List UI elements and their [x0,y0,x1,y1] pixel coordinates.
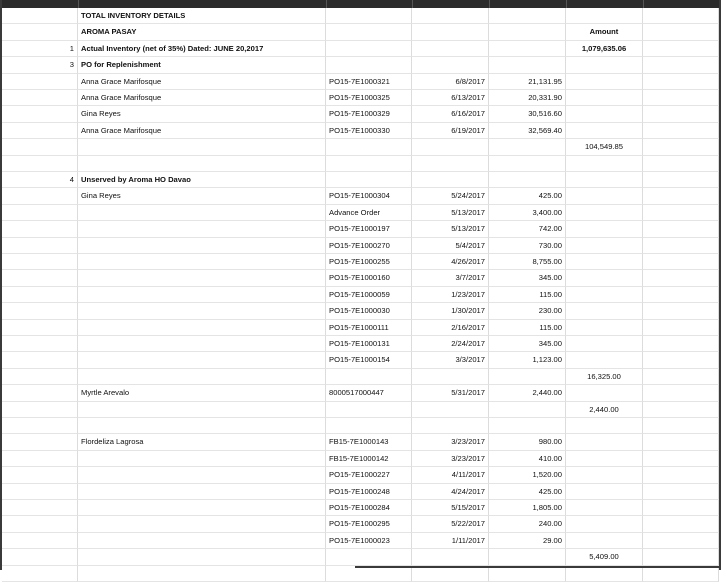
table-row [2,24,719,40]
cell-col-e[interactable]: 20,331.90 [489,90,566,106]
cell-col-g[interactable] [643,533,719,549]
cell-col-b[interactable] [78,549,326,565]
cell-col-d[interactable]: 1/11/2017 [412,533,489,549]
cell-col-d[interactable] [412,24,489,40]
cell-col-g[interactable] [643,352,719,368]
cell-col-a[interactable] [2,270,78,286]
column-separator [412,0,413,8]
cell-col-e[interactable]: 345.00 [489,270,566,286]
cell-col-f[interactable]: Amount [566,24,643,40]
cell-col-c[interactable]: PO15-7E1000325 [326,90,412,106]
cell-col-d[interactable]: 5/22/2017 [412,516,489,532]
cell-col-d[interactable]: 5/24/2017 [412,188,489,204]
column-separator [78,0,79,8]
cell-col-g[interactable] [643,303,719,319]
cell-col-g[interactable] [643,221,719,237]
cell-col-g[interactable] [643,467,719,483]
cell-col-c[interactable]: PO15-7E1000160 [326,270,412,286]
cell-col-d[interactable] [412,402,489,418]
cell-col-f[interactable] [566,156,643,172]
cell-col-b[interactable] [78,369,326,385]
cell-col-e[interactable] [489,57,566,73]
cell-col-b[interactable] [78,500,326,516]
cell-col-f[interactable] [566,533,643,549]
cell-col-d[interactable] [412,139,489,155]
cell-col-e[interactable] [489,139,566,155]
cell-col-c[interactable]: PO15-7E1000284 [326,500,412,516]
cell-col-f[interactable] [566,188,643,204]
cell-col-d[interactable] [412,41,489,57]
table-row [2,500,719,516]
cell-col-e[interactable] [489,24,566,40]
cell-col-d[interactable] [412,369,489,385]
cell-col-g[interactable] [643,205,719,221]
table-row [2,57,719,73]
cell-col-f[interactable] [566,106,643,122]
cell-col-c[interactable] [326,57,412,73]
table-row [2,221,719,237]
cell-col-a[interactable] [2,74,78,90]
cell-col-e[interactable] [489,549,566,565]
cell-col-e[interactable]: 730.00 [489,238,566,254]
cell-col-e[interactable] [489,8,566,24]
cell-col-b[interactable] [78,451,326,467]
cell-col-f[interactable] [566,74,643,90]
table-row [2,156,719,172]
cell-col-c[interactable]: PO15-7E1000023 [326,533,412,549]
cell-col-a[interactable] [2,90,78,106]
cell-col-d[interactable]: 6/19/2017 [412,123,489,139]
cell-col-b[interactable] [78,238,326,254]
cell-col-f[interactable] [566,500,643,516]
cell-col-a[interactable] [2,385,78,401]
cell-col-a[interactable] [2,221,78,237]
table-row [2,172,719,188]
cell-col-e[interactable]: 3,400.00 [489,205,566,221]
cell-col-d[interactable]: 5/31/2017 [412,385,489,401]
table-row [2,106,719,122]
cell-col-c[interactable] [326,549,412,565]
cell-col-f[interactable] [566,336,643,352]
table-row [2,402,719,418]
cell-col-b[interactable]: Flordeliza Lagrosa [78,434,326,450]
table-row [2,352,719,368]
cell-col-a[interactable] [2,287,78,303]
cell-col-e[interactable]: 980.00 [489,434,566,450]
cell-col-d[interactable]: 5/15/2017 [412,500,489,516]
cell-col-b[interactable]: Myrtle Arevalo [78,385,326,401]
cell-col-g[interactable] [643,270,719,286]
cell-col-g[interactable] [643,402,719,418]
cell-col-c[interactable]: PO15-7E1000248 [326,484,412,500]
cell-col-g[interactable] [643,106,719,122]
cell-col-f[interactable]: 104,549.85 [566,139,643,155]
cell-col-e[interactable]: 240.00 [489,516,566,532]
table-row [2,287,719,303]
table-row [2,139,719,155]
cell-col-e[interactable]: 345.00 [489,336,566,352]
cell-col-a[interactable]: 3 [2,57,78,73]
cell-col-f[interactable] [566,467,643,483]
cell-col-b[interactable] [78,303,326,319]
table-row [2,369,719,385]
cell-col-a[interactable] [2,402,78,418]
cell-col-g[interactable] [643,238,719,254]
cell-col-g[interactable] [643,287,719,303]
cell-col-e[interactable]: 425.00 [489,484,566,500]
cell-col-b[interactable] [78,533,326,549]
cell-col-b[interactable] [78,205,326,221]
cell-col-a[interactable] [2,451,78,467]
cell-col-a[interactable] [2,139,78,155]
cell-col-e[interactable]: 8,755.00 [489,254,566,270]
cell-col-e[interactable]: 1,123.00 [489,352,566,368]
cell-col-a[interactable] [2,24,78,40]
cell-col-a[interactable] [2,500,78,516]
cell-col-c[interactable]: 8000517000447 [326,385,412,401]
cell-col-g[interactable] [643,172,719,188]
cell-col-d[interactable]: 3/23/2017 [412,434,489,450]
cell-col-d[interactable]: 3/23/2017 [412,451,489,467]
cell-col-b[interactable]: Anna Grace Marifosque [78,90,326,106]
cell-col-a[interactable]: 1 [2,41,78,57]
cell-col-e[interactable]: 1,520.00 [489,467,566,483]
cell-col-e[interactable]: 410.00 [489,451,566,467]
cell-col-g[interactable] [643,41,719,57]
cell-col-b[interactable] [78,320,326,336]
cell-col-b[interactable] [78,156,326,172]
cell-col-d[interactable]: 6/13/2017 [412,90,489,106]
cell-col-c[interactable] [326,156,412,172]
cell-col-c[interactable]: PO15-7E1000329 [326,106,412,122]
cell-col-c[interactable] [326,566,412,582]
cell-col-b[interactable]: AROMA PASAY [78,24,326,40]
cell-col-a[interactable] [2,434,78,450]
cell-col-c[interactable] [326,369,412,385]
cell-col-g[interactable] [643,188,719,204]
cell-col-d[interactable]: 3/7/2017 [412,270,489,286]
table-row [2,254,719,270]
cell-col-g[interactable] [643,549,719,565]
table-row [2,533,719,549]
cell-col-d[interactable] [412,8,489,24]
cell-col-a[interactable] [2,418,78,434]
cell-col-g[interactable] [643,484,719,500]
cell-col-a[interactable] [2,188,78,204]
cell-col-d[interactable]: 4/11/2017 [412,467,489,483]
cell-col-e[interactable]: 29.00 [489,533,566,549]
cell-col-f[interactable] [566,434,643,450]
cell-col-b[interactable]: Anna Grace Marifosque [78,74,326,90]
cell-col-g[interactable] [643,385,719,401]
cell-col-b[interactable] [78,418,326,434]
cell-col-e[interactable]: 30,516.60 [489,106,566,122]
cell-col-b[interactable] [78,467,326,483]
cell-col-b[interactable] [78,484,326,500]
table-row [2,516,719,532]
cell-col-g[interactable] [643,123,719,139]
cell-col-c[interactable] [326,8,412,24]
cell-col-d[interactable] [412,172,489,188]
cell-col-e[interactable]: 230.00 [489,303,566,319]
cell-col-c[interactable]: PO15-7E1000227 [326,467,412,483]
cell-col-a[interactable] [2,238,78,254]
cell-col-e[interactable] [489,172,566,188]
table-row [2,205,719,221]
table-row [2,385,719,401]
cell-col-c[interactable]: PO15-7E1000330 [326,123,412,139]
cell-col-e[interactable]: 32,569.40 [489,123,566,139]
cell-col-c[interactable]: PO15-7E1000059 [326,287,412,303]
cell-col-g[interactable] [643,139,719,155]
cell-col-a[interactable] [2,8,78,24]
cell-col-b[interactable] [78,287,326,303]
table-row [2,484,719,500]
cell-col-g[interactable] [643,336,719,352]
cell-col-d[interactable] [412,549,489,565]
cell-col-a[interactable]: 4 [2,172,78,188]
table-row [2,188,719,204]
cell-col-c[interactable]: PO15-7E1000304 [326,188,412,204]
cell-col-g[interactable] [643,418,719,434]
cell-col-d[interactable]: 1/23/2017 [412,287,489,303]
cell-col-c[interactable] [326,418,412,434]
cell-col-d[interactable]: 4/26/2017 [412,254,489,270]
cell-col-d[interactable] [412,566,489,582]
table-row [2,566,719,582]
cell-col-a[interactable] [2,369,78,385]
cell-col-b[interactable]: TOTAL INVENTORY DETAILS [78,8,326,24]
cell-col-d[interactable]: 5/13/2017 [412,205,489,221]
cell-col-c[interactable] [326,24,412,40]
table-row [2,74,719,90]
column-separator [326,0,327,8]
cell-col-e[interactable] [489,369,566,385]
cell-col-b[interactable] [78,516,326,532]
cell-col-a[interactable] [2,566,78,582]
cell-col-f[interactable]: 2,440.00 [566,402,643,418]
cell-col-c[interactable]: PO15-7E1000270 [326,238,412,254]
cell-col-c[interactable]: FB15-7E1000143 [326,434,412,450]
cell-col-c[interactable] [326,41,412,57]
table-row [2,303,719,319]
cell-col-f[interactable]: 16,325.00 [566,369,643,385]
cell-col-e[interactable] [489,156,566,172]
table-row [2,434,719,450]
cell-col-b[interactable] [78,221,326,237]
cell-col-g[interactable] [643,500,719,516]
cell-col-d[interactable]: 2/24/2017 [412,336,489,352]
cell-col-f[interactable] [566,90,643,106]
column-separator [489,0,490,8]
cell-col-a[interactable] [2,156,78,172]
cell-col-f[interactable] [566,205,643,221]
table-row [2,320,719,336]
cell-col-e[interactable] [489,402,566,418]
cell-col-b[interactable] [78,139,326,155]
cell-col-g[interactable] [643,369,719,385]
cell-col-a[interactable] [2,320,78,336]
cell-col-a[interactable] [2,106,78,122]
cell-col-f[interactable] [566,320,643,336]
cell-col-d[interactable]: 3/3/2017 [412,352,489,368]
cell-col-g[interactable] [643,8,719,24]
cell-col-d[interactable] [412,57,489,73]
cell-col-f[interactable] [566,123,643,139]
cell-col-f[interactable] [566,516,643,532]
cell-col-e[interactable]: 425.00 [489,188,566,204]
cell-col-d[interactable] [412,418,489,434]
cell-col-d[interactable] [412,156,489,172]
cell-col-b[interactable]: Anna Grace Marifosque [78,123,326,139]
cell-col-g[interactable] [643,24,719,40]
cell-col-g[interactable] [643,74,719,90]
cell-col-a[interactable] [2,533,78,549]
table-row [2,41,719,57]
cell-col-f[interactable] [566,221,643,237]
cell-col-f[interactable] [566,484,643,500]
cell-col-c[interactable] [326,172,412,188]
cell-col-b[interactable]: Unserved by Aroma HO Davao [78,172,326,188]
cell-col-g[interactable] [643,451,719,467]
cell-col-b[interactable]: Actual Inventory (net of 35%) Dated: JUNE 20,2017 [78,41,326,57]
cell-col-f[interactable]: 1,079,635.06 [566,41,643,57]
cell-col-f[interactable] [566,352,643,368]
cell-col-e[interactable]: 1,805.00 [489,500,566,516]
cell-col-f[interactable] [566,8,643,24]
column-header-bar [0,0,721,8]
cell-col-a[interactable] [2,303,78,319]
cell-col-g[interactable] [643,156,719,172]
cell-col-b[interactable] [78,270,326,286]
cell-col-b[interactable] [78,402,326,418]
table-row [2,467,719,483]
cell-col-b[interactable]: PO for Replenishment [78,57,326,73]
table-row [2,8,719,24]
cell-col-c[interactable] [326,139,412,155]
cell-col-e[interactable] [489,41,566,57]
cell-col-d[interactable]: 6/16/2017 [412,106,489,122]
cell-col-b[interactable] [78,254,326,270]
table-row [2,238,719,254]
cell-col-c[interactable]: PO15-7E1000154 [326,352,412,368]
table-row [2,270,719,286]
cell-col-f[interactable]: 5,409.00 [566,549,643,565]
cell-col-g[interactable] [643,320,719,336]
cell-col-a[interactable] [2,549,78,565]
cell-col-f[interactable] [566,385,643,401]
cell-col-a[interactable] [2,484,78,500]
cell-col-f[interactable] [566,566,643,582]
cell-col-a[interactable] [2,516,78,532]
cell-col-a[interactable] [2,336,78,352]
cell-col-e[interactable] [489,418,566,434]
column-separator [566,0,567,8]
cell-col-a[interactable] [2,123,78,139]
cell-col-d[interactable]: 5/13/2017 [412,221,489,237]
cell-col-d[interactable]: 6/8/2017 [412,74,489,90]
cell-col-g[interactable] [643,90,719,106]
cell-col-f[interactable] [566,270,643,286]
cell-col-d[interactable]: 4/24/2017 [412,484,489,500]
cell-col-d[interactable]: 1/30/2017 [412,303,489,319]
cell-col-e[interactable]: 115.00 [489,320,566,336]
cell-col-g[interactable] [643,57,719,73]
cell-col-c[interactable] [326,402,412,418]
cell-col-f[interactable] [566,303,643,319]
cell-col-e[interactable]: 21,131.95 [489,74,566,90]
table-row [2,123,719,139]
cell-col-a[interactable] [2,254,78,270]
cell-col-d[interactable]: 5/4/2017 [412,238,489,254]
cell-col-d[interactable]: 2/16/2017 [412,320,489,336]
cell-col-g[interactable] [643,434,719,450]
cell-col-f[interactable] [566,418,643,434]
cell-col-b[interactable]: Gina Reyes [78,188,326,204]
cell-col-a[interactable] [2,467,78,483]
cell-col-g[interactable] [643,516,719,532]
cell-col-c[interactable]: PO15-7E1000197 [326,221,412,237]
cell-col-c[interactable]: PO15-7E1000255 [326,254,412,270]
cell-col-f[interactable] [566,57,643,73]
cell-col-a[interactable] [2,205,78,221]
cell-col-c[interactable]: PO15-7E1000030 [326,303,412,319]
cell-col-c[interactable]: FB15-7E1000142 [326,451,412,467]
cell-col-c[interactable]: PO15-7E1000295 [326,516,412,532]
cell-col-b[interactable] [78,336,326,352]
cell-col-g[interactable] [643,566,719,582]
cell-col-e[interactable]: 2,440.00 [489,385,566,401]
cell-col-b[interactable]: Gina Reyes [78,106,326,122]
cell-col-e[interactable] [489,566,566,582]
table-row [2,549,719,565]
table-row [2,90,719,106]
table-row [2,336,719,352]
cell-col-g[interactable] [643,254,719,270]
column-separator [643,0,644,8]
cell-col-e[interactable]: 115.00 [489,287,566,303]
cell-col-b[interactable] [78,566,326,582]
cell-col-a[interactable] [2,352,78,368]
table-row [2,451,719,467]
cell-col-c[interactable]: PO15-7E1000321 [326,74,412,90]
cell-col-e[interactable]: 742.00 [489,221,566,237]
cell-col-c[interactable]: PO15-7E1000111 [326,320,412,336]
cell-col-c[interactable]: Advance Order [326,205,412,221]
cell-col-f[interactable] [566,287,643,303]
table-row [2,418,719,434]
cell-col-c[interactable]: PO15-7E1000131 [326,336,412,352]
sheet-bottom-border [355,566,721,568]
cell-col-f[interactable] [566,238,643,254]
cell-col-f[interactable] [566,172,643,188]
cell-col-f[interactable] [566,254,643,270]
cell-col-f[interactable] [566,451,643,467]
cell-col-b[interactable] [78,352,326,368]
